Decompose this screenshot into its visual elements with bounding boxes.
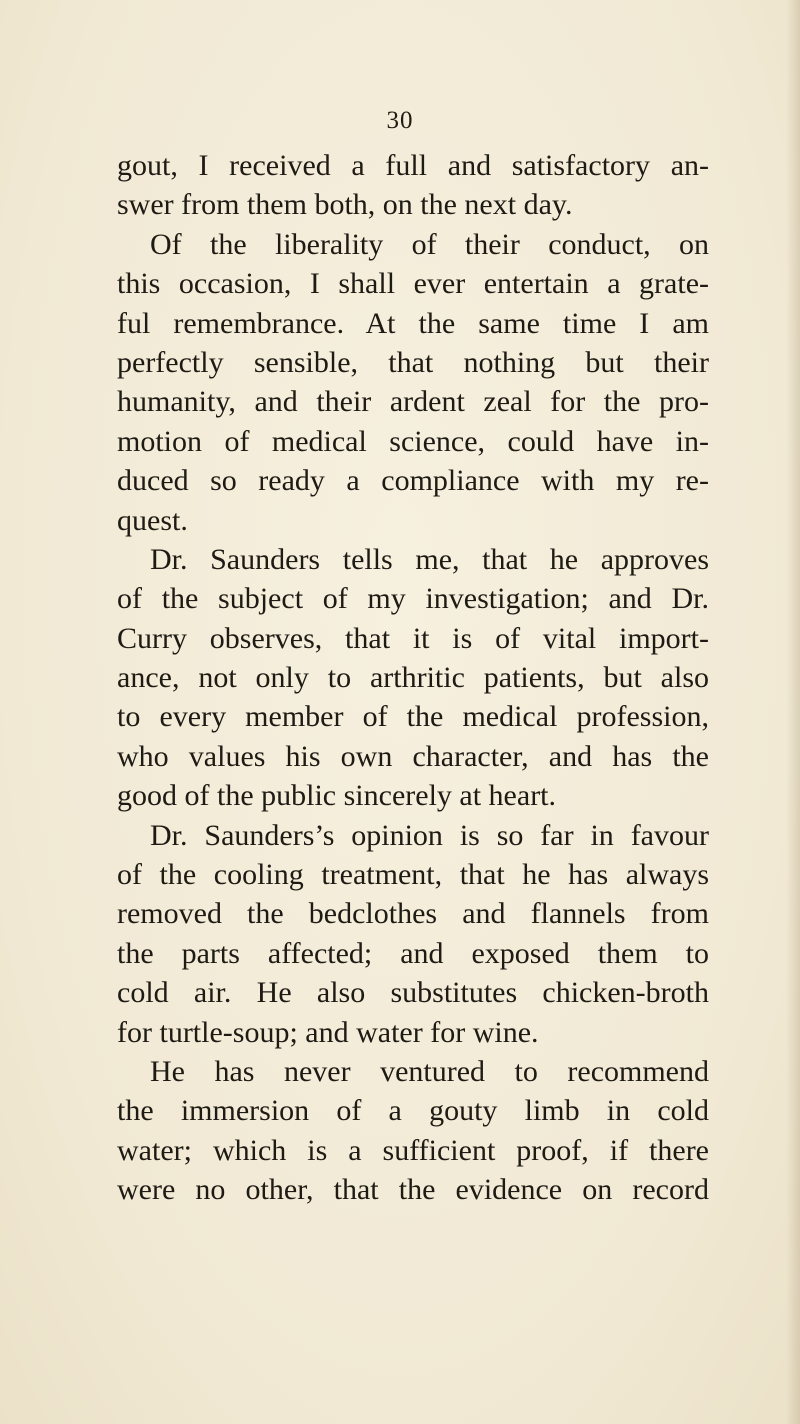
text-line: perfectly sensible, that nothing but their [117,345,709,379]
paragraph-start-line: Of the liberality of their conduct, on [150,227,709,261]
text-line: the parts affected; and exposed them to [117,936,709,970]
text-line: ful remembrance. At the same time I am [117,306,709,340]
text-line: cold air. He also substitutes chicken-broth [117,976,709,1010]
text-line: quest. [117,503,188,537]
page-edge-shadow [786,0,800,1424]
paragraph-start-line: Dr. Saunders tells me, that he approves [150,542,709,576]
text-line: of the cooling treatment, that he has always [117,858,709,892]
text-line: good of the public sincerely at heart. [117,779,557,813]
text-line: to every member of the medical profession, [117,700,709,734]
text-line: duced so ready a compliance with my re- [117,464,709,498]
text-line: gout, I received a full and satisfactory an- [117,149,709,182]
text-line: ance, not only to arthritic patients, but also [117,661,709,695]
text-line: this occasion, I shall ever entertain a grate- [117,267,709,301]
text-line: motion of medical science, could have in- [117,424,709,458]
text-line: the immersion of a gouty limb in cold [117,1094,709,1128]
text-line: who values his own character, and has the [117,739,709,773]
paragraph-start-line: He has never ventured to recommend [150,1054,709,1088]
paragraph-start-line: Dr. Saunders’s opinion is so far in favour [150,818,709,852]
text-line: water; which is a sufficient proof, if there [117,1133,709,1167]
text-line: humanity, and their ardent zeal for the pro- [117,385,709,419]
text-line: Curry observes, that it is of vital import- [117,621,709,655]
text-line: swer from them both, on the next day. [117,188,573,222]
text-line: removed the bedclothes and flannels from [117,897,709,931]
text-line: were no other, that the evidence on record [117,1173,709,1207]
text-line: for turtle-soup; and water for wine. [117,1015,539,1049]
page-number: 30 [386,107,414,134]
text-line: of the subject of my investigation; and Dr. [117,582,709,616]
body-text [117,146,709,1210]
